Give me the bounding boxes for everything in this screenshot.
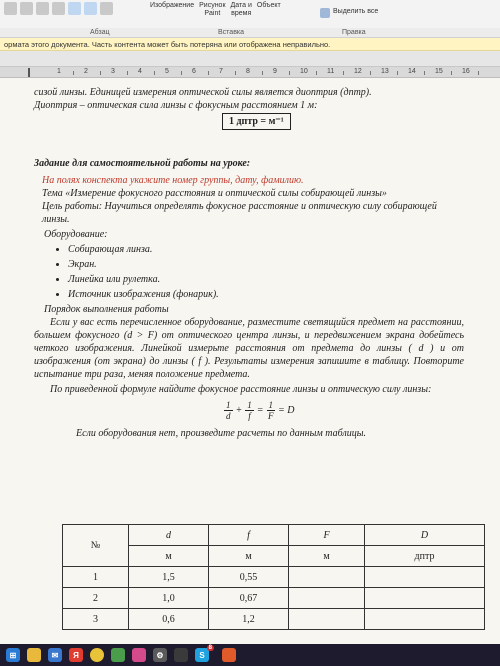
equipment-item: • Экран. — [68, 258, 464, 271]
ruler-number: 7 — [219, 68, 223, 75]
equipment-list — [68, 243, 464, 301]
ruler-number: 14 — [408, 68, 416, 75]
indent-marker[interactable] — [28, 68, 36, 77]
ruler-tick — [154, 71, 155, 75]
bullets-icon[interactable] — [100, 2, 113, 15]
select-all-button[interactable]: Выделить все — [333, 8, 379, 15]
ruler-number: 5 — [165, 68, 169, 75]
ruler-tick — [478, 71, 479, 75]
ruler-tick — [100, 71, 101, 75]
equipment-item: • Источник изображения (фонарик). — [68, 288, 464, 301]
diopter-formula-row — [34, 113, 464, 135]
edit-tools — [320, 8, 378, 18]
theme-line: Тема «Измерение фокусного расстояния и оптической силы собирающей линзы» — [42, 188, 387, 199]
unit-D: дптр — [365, 546, 485, 567]
header-F: F — [289, 525, 365, 546]
ruler-number: 9 — [273, 68, 277, 75]
ruler-number: 1 — [57, 68, 61, 75]
mail-icon[interactable]: ✉ — [48, 648, 62, 662]
unit-f: м — [209, 546, 289, 567]
frac-den: F — [268, 411, 274, 421]
unit-F: м — [289, 546, 365, 567]
taskbar — [0, 644, 500, 666]
formula-intro: По приведенной формуле найдите фокусное расстояние линзы и оптическую силу линзы: — [50, 384, 432, 395]
compatibility-warning-bar — [0, 38, 500, 51]
paragraph-tools — [4, 2, 113, 15]
paragraph-icon[interactable] — [84, 2, 97, 15]
header-number: № — [63, 525, 129, 567]
group-edit-label: Правка — [342, 29, 366, 36]
red-note: На полях конспекта укажите номер группы, дату, фамилию. — [42, 175, 304, 186]
goal-line: Цель работы: Научиться определять фокусное расстояние и оптическую силу собирающей линзы. — [42, 201, 437, 225]
formula-tail: = D — [278, 405, 295, 416]
chrome-icon[interactable] — [90, 648, 104, 662]
ruler-number: 10 — [300, 68, 308, 75]
cell: 1,2 — [209, 609, 289, 630]
data-table — [62, 524, 485, 630]
ruler-tick — [235, 71, 236, 75]
no-equipment-note: Если оборудования нет, произведите расчеты по данным таблицы. — [76, 428, 367, 439]
table-row — [63, 609, 485, 630]
yandex-icon[interactable] — [69, 648, 83, 662]
diopter-formula: 1 дптр = м⁻¹ — [222, 113, 291, 130]
cell: 2 — [63, 588, 129, 609]
ruler-number: 13 — [381, 68, 389, 75]
ruler-tick — [289, 71, 290, 75]
frac-1-d — [224, 400, 233, 421]
procedure-text: Если у вас есть перечисленное оборудование, разместите светящийся предмет на расстоянии, большем фокусного (d > F) от оптического центра линзы, и передвижением экрана добейтесь четкого изображения. Линейкой измерьте расстояния от предмета до линзы ( d ) и от изображения (от экрана) до линзы ( f ). Результаты измерения запишите в таблицу. Повторите испытание три раза, меняя положение предмета. — [34, 317, 464, 380]
header-d: d — [129, 525, 209, 546]
task-heading: Задание для самостоятельной работы на уроке: — [34, 158, 251, 169]
windows-icon[interactable]: ⊞ — [6, 648, 20, 662]
apps-icon[interactable] — [174, 648, 188, 662]
document-page[interactable] — [0, 78, 500, 644]
ruler-number: 12 — [354, 68, 362, 75]
frac-den: f — [248, 411, 251, 421]
equals-sign: = — [256, 405, 264, 416]
app-icon[interactable] — [222, 648, 236, 662]
table-header-row — [63, 525, 485, 546]
cell — [289, 567, 365, 588]
skype-glyph: S — [199, 650, 205, 660]
cell: 1,5 — [129, 567, 209, 588]
datetime-label-2: время — [231, 10, 252, 17]
select-all-icon — [320, 8, 330, 18]
notification-badge: 8 — [208, 645, 212, 651]
paint-label-2: Paint — [204, 10, 221, 17]
ruler-number: 2 — [84, 68, 88, 75]
ruler[interactable] — [0, 66, 500, 78]
equipment-item: • Собирающая линза. — [68, 243, 464, 256]
group-paragraph-label: Абзац — [90, 29, 110, 36]
ruler-number: 6 — [192, 68, 196, 75]
ruler-number: 8 — [246, 68, 250, 75]
lens-formula — [224, 400, 464, 421]
ruler-number: 4 — [138, 68, 142, 75]
settings-icon[interactable]: ⚙ — [153, 648, 167, 662]
ruler-tick — [208, 71, 209, 75]
justify-icon[interactable] — [52, 2, 65, 15]
table-row — [63, 588, 485, 609]
ruler-tick — [262, 71, 263, 75]
paint-label-1: Рисунок — [199, 2, 226, 9]
insert-tools — [150, 2, 281, 18]
procedure-title: Порядок выполнения работы — [44, 304, 169, 315]
datetime-label-1: Дата и — [230, 2, 252, 9]
frac-num: 1 — [226, 400, 231, 410]
align-center-icon[interactable] — [20, 2, 33, 15]
ruler-number: 15 — [435, 68, 443, 75]
frac-den: d — [226, 411, 231, 421]
plus-sign: + — [235, 405, 243, 416]
frac-num: 1 — [268, 400, 273, 410]
insert-image-button[interactable] — [150, 2, 194, 10]
align-right-icon[interactable] — [36, 2, 49, 15]
ruler-tick — [343, 71, 344, 75]
skype-icon[interactable] — [195, 645, 212, 662]
paint-button[interactable] — [199, 2, 225, 18]
cell: 0,67 — [209, 588, 289, 609]
datetime-button[interactable] — [231, 2, 252, 18]
equipment-label: Оборудование: — [44, 229, 108, 240]
line-spacing-icon[interactable] — [68, 2, 81, 15]
equipment-item: • Линейка или рулетка. — [68, 273, 464, 286]
media-icon[interactable] — [132, 648, 146, 662]
table-row — [63, 567, 485, 588]
ruler-top-gap — [0, 51, 500, 66]
warning-message: ормата этого документа. Часть контента может быть потеряна или отображена неправильно. — [4, 40, 331, 49]
cell — [365, 567, 485, 588]
header-D: D — [365, 525, 485, 546]
object-label: Объект — [256, 2, 281, 9]
ruler-tick — [451, 71, 452, 75]
frac-1-F — [267, 400, 276, 421]
folder-icon[interactable] — [27, 648, 41, 662]
cell: 1 — [63, 567, 129, 588]
cell: 1,0 — [129, 588, 209, 609]
ruler-number: 16 — [462, 68, 470, 75]
intro-line-2: Диоптрия – оптическая сила линзы с фокусным расстоянием 1 м: — [34, 100, 318, 111]
cell — [365, 588, 485, 609]
cell: 3 — [63, 609, 129, 630]
ruler-tick — [370, 71, 371, 75]
cell — [365, 609, 485, 630]
shield-icon[interactable] — [111, 648, 125, 662]
unit-d: м — [129, 546, 209, 567]
ruler-tick — [181, 71, 182, 75]
cell — [289, 588, 365, 609]
document-body — [34, 86, 464, 440]
ruler-number: 3 — [111, 68, 115, 75]
cell: 0,55 — [209, 567, 289, 588]
ruler-number: 11 — [327, 68, 335, 75]
header-f: f — [209, 525, 289, 546]
frac-num: 1 — [247, 400, 252, 410]
frac-1-f — [245, 400, 254, 421]
group-insert-label: Вставка — [218, 29, 245, 36]
ruler-tick — [73, 71, 74, 75]
insert-image-label: Изображение — [150, 2, 195, 9]
ruler-tick — [397, 71, 398, 75]
align-left-icon[interactable] — [4, 2, 17, 15]
ruler-tick — [424, 71, 425, 75]
ribbon-toolbar — [0, 0, 500, 28]
yandex-glyph: Я — [73, 650, 79, 660]
cell — [289, 609, 365, 630]
ruler-tick — [316, 71, 317, 75]
ribbon-group-labels — [0, 28, 500, 38]
ruler-tick — [127, 71, 128, 75]
object-button[interactable] — [257, 2, 281, 10]
intro-line-1: сизой линзы. Единицей измерения оптической силы является диоптрия (дптр). — [34, 87, 372, 98]
cell: 0,6 — [129, 609, 209, 630]
